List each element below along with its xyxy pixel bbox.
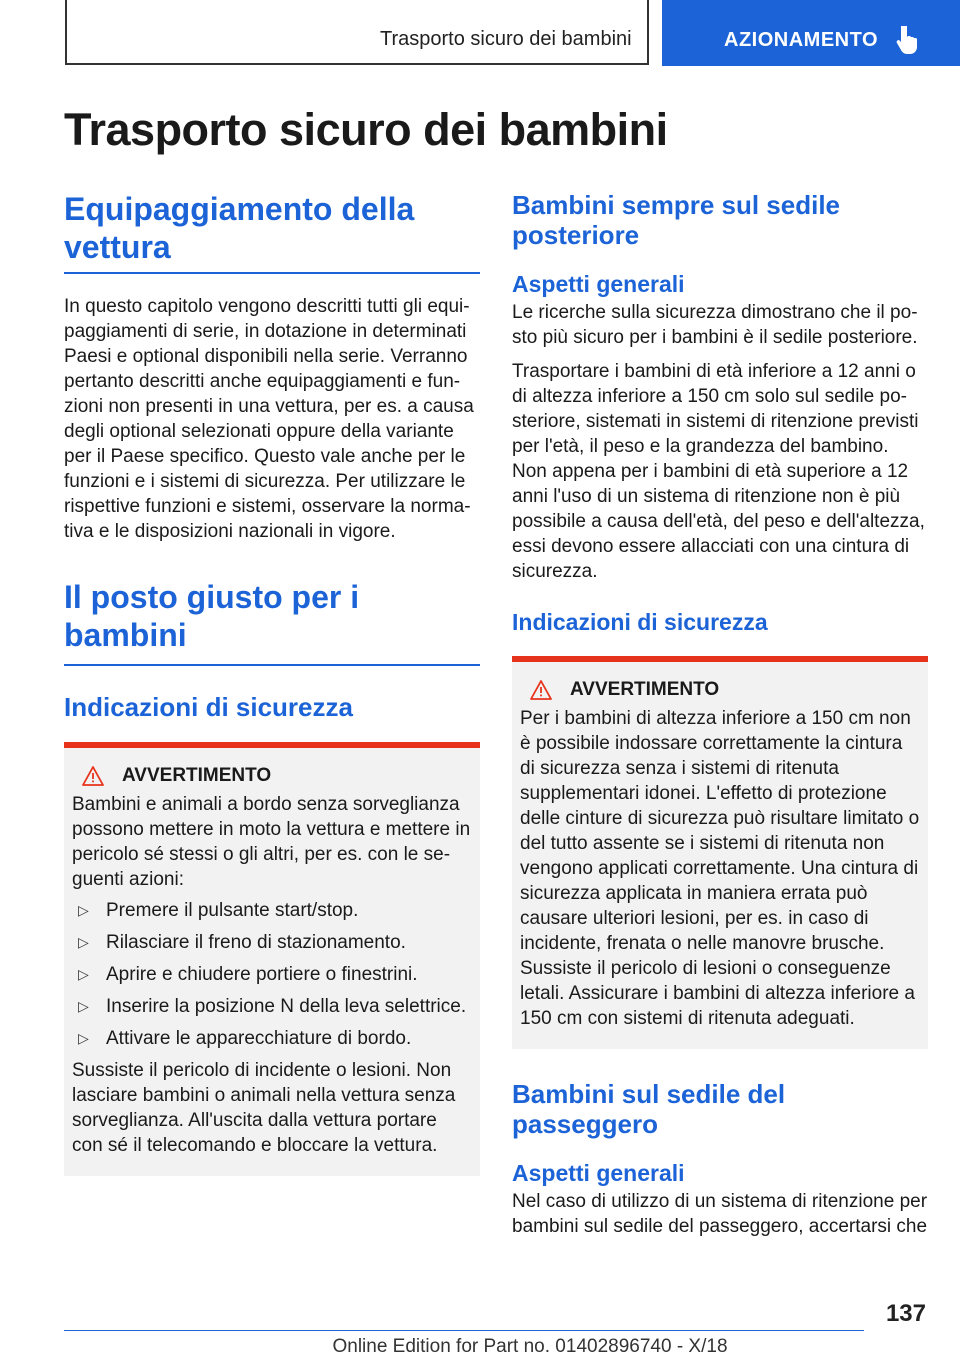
subheading-indicazioni-sicurezza: Indicazioni di sicurezza xyxy=(512,609,768,635)
triangle-bullet-icon: ▷ xyxy=(78,998,89,1014)
triangle-bullet-icon: ▷ xyxy=(78,902,89,918)
heading-equipaggiamento: Equipaggiamento della vettura xyxy=(64,191,415,265)
hand-pointer-icon xyxy=(894,24,920,54)
warning-list xyxy=(72,898,472,1051)
right-column xyxy=(512,190,928,1239)
footer-edition: Online Edition for Part no. 01402896740 - X/18 xyxy=(332,1336,728,1357)
paragraph-sedile-passeggero: Nel caso di utilizzo di un sistema di ritenzione per bambini sul sedile del passeggero, accertarsi che xyxy=(512,1191,928,1237)
warning-header xyxy=(520,678,920,702)
heading-indicazioni-sicurezza: Indicazioni di sicurezza xyxy=(64,692,353,722)
page-number: 137 xyxy=(885,1300,926,1327)
triangle-bullet-icon: ▷ xyxy=(78,1030,89,1046)
left-column xyxy=(64,190,480,1176)
warning-label: AVVERTIMENTO xyxy=(570,679,720,700)
warning-box xyxy=(512,656,928,1049)
warning-triangle-icon xyxy=(530,680,552,700)
subheading-aspetti-generali: Aspetti generali xyxy=(512,271,685,297)
page-title: Trasporto sicuro dei bambini xyxy=(64,104,668,155)
header-chapter-label: AZIONAMENTO xyxy=(724,29,879,51)
paragraph-equipaggiamento: In questo capitolo vengono descritti tutti gli equipaggiamenti di serie, in dotazione in determinati Paesi e optional disponibili nella serie. Verranno pertanto descritti anche equipaggiamenti e funzioni non presenti in una vettura, per es. a causa degli optional selezionati oppure della variante per il Paese specifico. Questo vale anche per le funzioni e i sistemi di sicurezza. Per utilizzare le rispettive funzioni e sistemi, osservare la normativa e le disposizioni nazionali in vigore. xyxy=(64,296,474,542)
header-divider xyxy=(647,0,649,64)
heading-bambini-sedile-posteriore: Bambini sempre sul sedile posteriore xyxy=(512,190,841,250)
warning-outro: Sussiste il pericolo di incidente o lesioni. Non lasciare bambini o animali nella vettura senza sorveglianza. All'uscita dalla vettura portare con sé il telecomando e bloccare la vettura. xyxy=(72,1060,456,1156)
header-chapter-tab xyxy=(662,0,960,66)
heading-posto-giusto: Il posto giusto per i bambini xyxy=(64,579,360,653)
footer-rule xyxy=(64,1330,864,1331)
warning-triangle-icon xyxy=(82,766,104,786)
header-section-title: Trasporto sicuro dei bambini xyxy=(380,28,632,50)
triangle-bullet-icon: ▷ xyxy=(78,966,89,982)
warning-box xyxy=(64,742,480,1176)
list-item: ▷ Attivare le apparecchiature di bordo. xyxy=(78,1028,412,1049)
paragraph-sedile-posteriore-1: Le ricerche sulla sicurezza dimostrano che il posto più sicuro per i bambini è il sedile posteriore. xyxy=(512,302,918,348)
warning-header xyxy=(72,764,472,788)
header-divider xyxy=(65,63,649,65)
warning-label: AVVERTIMENTO xyxy=(122,765,272,786)
paragraph-sedile-posteriore-2: Trasportare i bambini di età inferiore a 12 anni o di altezza inferiore a 150 cm solo sul sedile posteriore, sistemati in sistemi di ritenzione previsti per l'età, il peso e la grandezza del bambino. Non appena per i bambini di età superiore a 12 anni l'uso di un sistema di ritenzione non è più possibile a causa dell'età, del peso e dell'altezza, essi devono essere allacciati con una cintura di sicurezza. xyxy=(512,361,925,582)
section-rule xyxy=(64,664,480,666)
section-rule xyxy=(64,272,480,274)
page-header xyxy=(0,0,960,66)
header-divider xyxy=(65,0,67,64)
triangle-bullet-icon: ▷ xyxy=(78,934,89,950)
subheading-aspetti-generali: Aspetti generali xyxy=(512,1160,685,1186)
warning-text: Per i bambini di altezza inferiore a 150 cm non è possibile indossare correttamente la cintura di sicurezza senza i sistemi di ritenuta supplementari idonei. L'effetto di protezione delle cinture di sicurezza può risultare limitato o del tutto assente se i sistemi di ritenuta non vengono applicati correttamente. Una cintura di sicurezza applicata in maniera errata può causare ulteriori lesioni, per es. in caso di incidente, frenata o nelle manovre brusche. Sussiste il pericolo di lesioni o conseguenze letali. Assicurare i bambini di altezza inferiore a 150 cm con sistemi di ritenuta adeguati. xyxy=(520,708,920,1029)
list-item: ▷ Inserire la posizione N della leva selettrice. xyxy=(78,996,467,1017)
list-item: ▷ Rilasciare il freno di stazionamento. xyxy=(78,932,406,953)
warning-intro: Bambini e animali a bordo senza sorveglianza possono mettere in moto la vettura e mettere in pericolo sé stessi o gli altri, per es. con le seguenti azioni: xyxy=(72,794,471,890)
list-item: ▷ Premere il pulsante start/stop. xyxy=(78,900,359,921)
list-item: ▷ Aprire e chiudere portiere o finestrini. xyxy=(78,964,418,985)
heading-bambini-sedile-passeggero: Bambini sul sedile del passeggero xyxy=(512,1079,786,1139)
